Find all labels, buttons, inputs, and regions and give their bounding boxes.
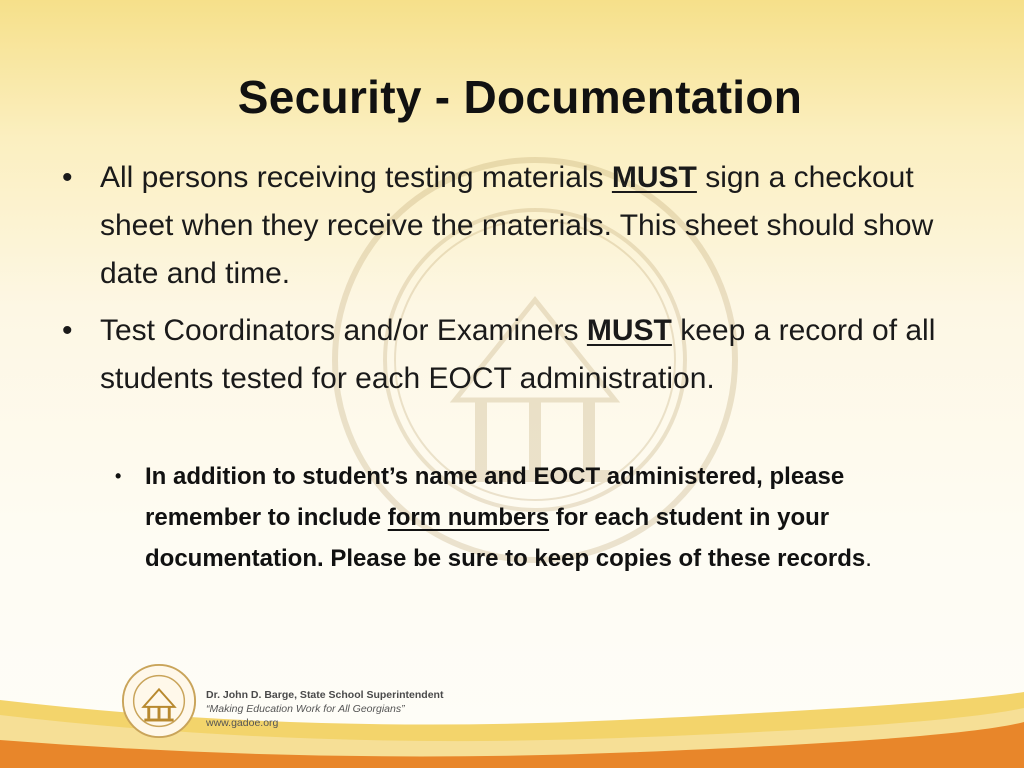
bullet-text: sign a checkout sheet when they receive the materials. This sheet should show date and time. bbox=[100, 161, 934, 290]
bullet-checkout-sheet bbox=[62, 154, 962, 298]
form-numbers-emphasis: form numbers bbox=[387, 504, 550, 531]
subbullet-form-numbers bbox=[115, 456, 915, 579]
sub-bullet-glyph: • bbox=[115, 466, 122, 486]
bullet-text: keep a record of all students tested for each EOCT administration. bbox=[100, 314, 936, 395]
bullet-text: All persons receiving testing materials bbox=[100, 161, 612, 194]
department-of-education-logo bbox=[120, 662, 198, 740]
superintendent-line: Dr. John D. Barge, State School Superintendent bbox=[206, 689, 444, 701]
must-emphasis: MUST bbox=[611, 161, 697, 194]
subbullet-text: for each student in your documentation. Please be sure to keep copies of these records bbox=[145, 504, 866, 572]
bullet-glyph: • bbox=[62, 314, 73, 347]
slide-title: Security - Documentation bbox=[237, 71, 803, 123]
must-emphasis: MUST bbox=[586, 314, 672, 347]
website-link[interactable]: www.gadoe.org bbox=[206, 717, 279, 729]
bullet-text: Test Coordinators and/or Examiners bbox=[100, 314, 587, 347]
subbullet-text: In addition to student’s name and EOCT administered, please remember to include bbox=[145, 463, 845, 531]
slogan-line: “Making Education Work for All Georgians” bbox=[206, 703, 405, 715]
subbullet-period: . bbox=[865, 545, 872, 572]
footer-text bbox=[206, 688, 443, 730]
bullet-glyph: • bbox=[62, 161, 73, 194]
bullet-student-record bbox=[62, 307, 962, 403]
